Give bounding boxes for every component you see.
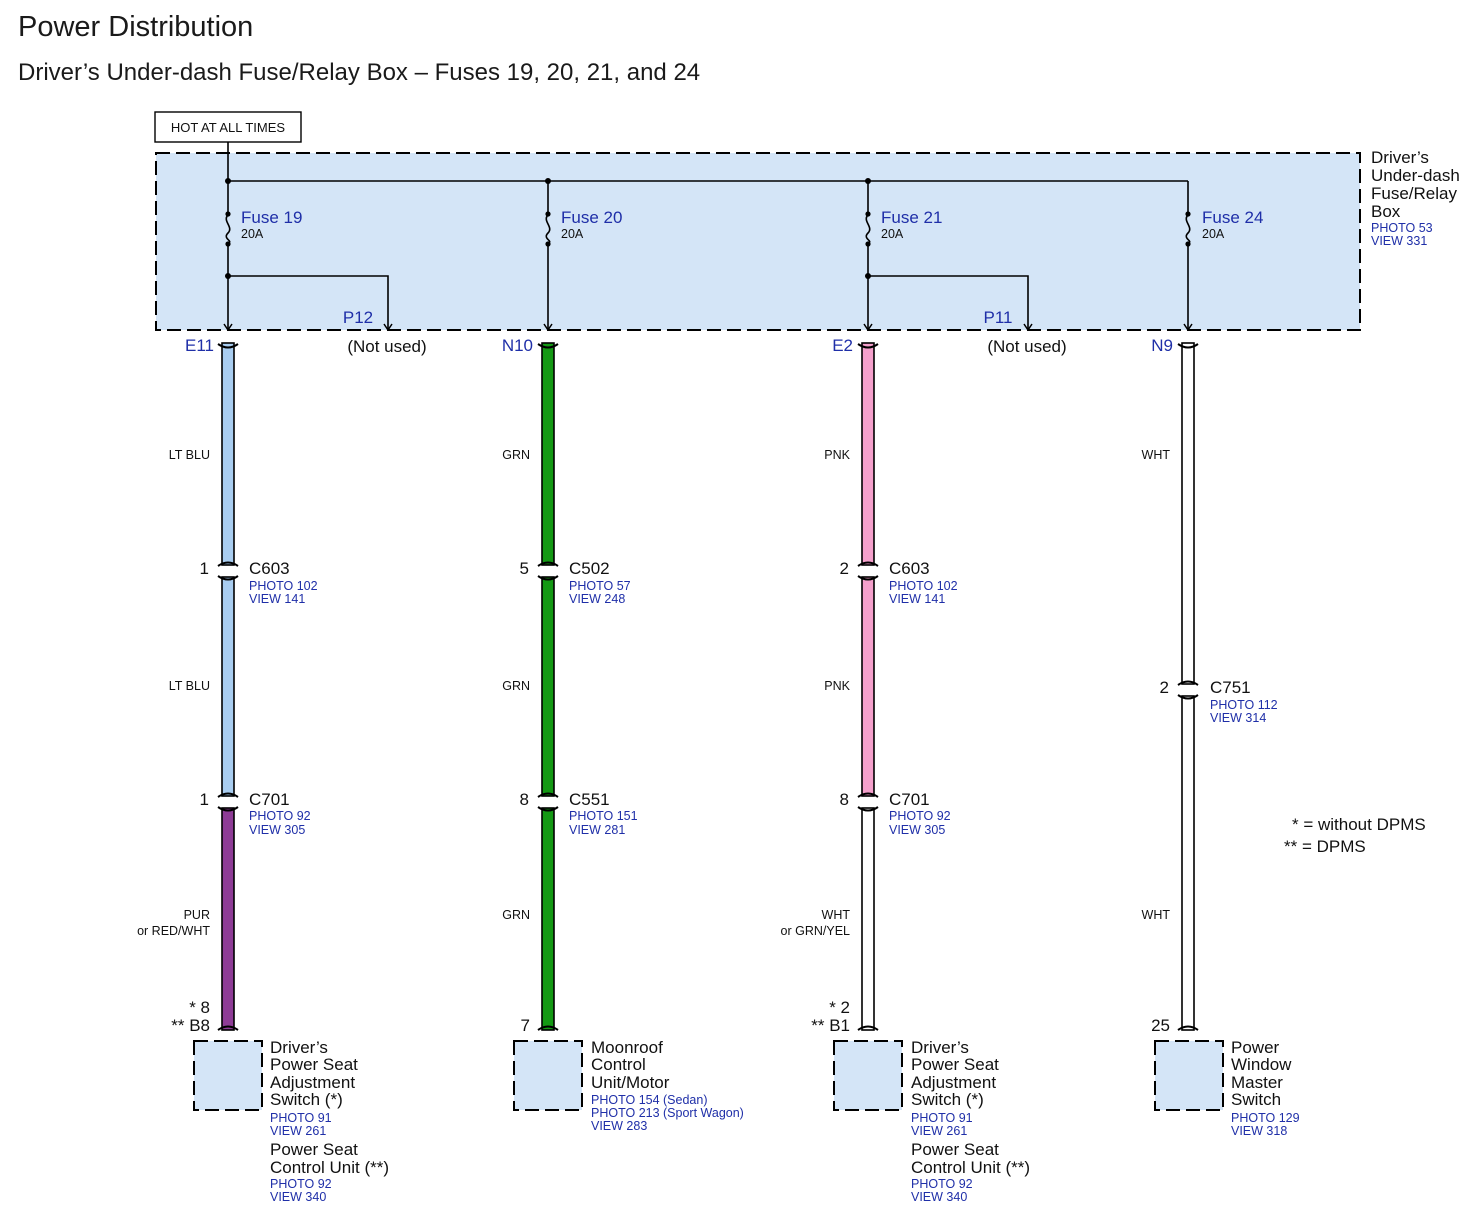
component-pin: * 2 — [829, 998, 850, 1017]
component-box — [194, 1041, 262, 1110]
component-pin: 7 — [520, 1016, 530, 1035]
component-name-line: Driver’s — [270, 1038, 328, 1057]
wire-color-label: WHT — [821, 908, 850, 922]
connector-photo: PHOTO 102 — [249, 579, 318, 593]
connector-name: C701 — [249, 790, 290, 809]
component-pin: ** B8 — [171, 1016, 210, 1035]
component-name-line: Power Seat — [911, 1055, 999, 1074]
component-name-line: Unit/Motor — [591, 1073, 670, 1092]
component-name-line: Adjustment — [911, 1073, 997, 1092]
component-photo: PHOTO 154 (Sedan) — [591, 1093, 708, 1107]
terminal-e11: E11 — [185, 336, 214, 355]
connector-pin: 8 — [839, 790, 849, 809]
wire-color-label: GRN — [502, 679, 530, 693]
fuse-box-photo-ref: PHOTO 53 — [1371, 221, 1433, 235]
component-box — [1155, 1041, 1223, 1110]
component-box — [834, 1041, 902, 1110]
fuse-rating: 20A — [1202, 227, 1225, 241]
fuse-rating: 20A — [241, 227, 264, 241]
fuse-rating: 20A — [881, 227, 904, 241]
connector-view: VIEW 141 — [249, 592, 306, 606]
component-alt-name-line: Control Unit (**) — [270, 1158, 390, 1177]
connector-name: C603 — [889, 559, 930, 578]
wire-color-label: PUR — [183, 908, 210, 922]
not-used-label: (Not used) — [987, 337, 1067, 356]
component-alt-name-line: Power Seat — [270, 1140, 358, 1159]
component-photo: PHOTO 91 — [911, 1111, 973, 1125]
wire-segment — [222, 577, 234, 796]
legend-without-dpms: * = without DPMS — [1292, 815, 1426, 834]
terminal-n9: N9 — [1151, 336, 1173, 355]
fuse-name: Fuse 20 — [561, 208, 623, 227]
connector-view: VIEW 314 — [1210, 711, 1267, 725]
connector-c751 — [1160, 678, 1278, 725]
component-name-line: Moonroof — [591, 1038, 663, 1057]
component-alt-view: VIEW 340 — [911, 1190, 968, 1204]
wire-segments — [222, 343, 1194, 1030]
component-alt-name-line: Power Seat — [911, 1140, 999, 1159]
wire-segment — [542, 577, 554, 796]
component-name-line: Switch (*) — [911, 1090, 984, 1109]
fuse-name: Fuse 21 — [881, 208, 943, 227]
component-view: VIEW 261 — [270, 1124, 327, 1138]
wire-segment — [222, 343, 234, 565]
not-used-label: (Not used) — [347, 337, 427, 356]
component-alt-photo: PHOTO 92 — [911, 1177, 973, 1191]
wire-color-label: or GRN/YEL — [780, 924, 850, 938]
component-name-line: Power — [1231, 1038, 1280, 1057]
wire-segment — [862, 808, 874, 1030]
component-name-line: Driver’s — [911, 1038, 969, 1057]
wire-color-label: WHT — [1141, 448, 1170, 462]
component-name-line: Window — [1231, 1055, 1292, 1074]
component-view: VIEW 261 — [911, 1124, 968, 1138]
terminal-e2: E2 — [832, 336, 853, 355]
connector-name: C751 — [1210, 678, 1251, 697]
connector-view: VIEW 281 — [569, 823, 626, 837]
wire-segment — [222, 808, 234, 1030]
fuse-rating: 20A — [561, 227, 584, 241]
component-moonroof-control-unit — [514, 1016, 744, 1133]
fuse-box-view-ref: VIEW 331 — [1371, 234, 1428, 248]
connector-c502 — [520, 559, 631, 606]
connector-photo: PHOTO 92 — [889, 809, 951, 823]
legend-dpms: ** = DPMS — [1284, 837, 1366, 856]
fuse-box-name-line: Box — [1371, 202, 1401, 221]
component-photo: PHOTO 91 — [270, 1111, 332, 1125]
component-name-line: Adjustment — [270, 1073, 356, 1092]
component-alt-photo: PHOTO 92 — [270, 1177, 332, 1191]
fuse-box-name-line: Driver’s — [1371, 148, 1429, 167]
component-alt-name-line: Control Unit (**) — [911, 1158, 1031, 1177]
wire-color-label: GRN — [502, 448, 530, 462]
wire-color-label: PNK — [824, 679, 850, 693]
connector-view: VIEW 305 — [889, 823, 946, 837]
component-name-line: Power Seat — [270, 1055, 358, 1074]
component-pin: 25 — [1151, 1016, 1170, 1035]
fuse-box-name-line: Under-dash — [1371, 166, 1460, 185]
connector-photo: PHOTO 92 — [249, 809, 311, 823]
terminal-p12: P12 — [342, 308, 374, 327]
connector-pin: 8 — [519, 790, 529, 809]
wire-segment — [542, 343, 554, 565]
connector-pin: 1 — [199, 559, 209, 578]
component-photo: PHOTO 129 — [1231, 1111, 1300, 1125]
wire-segment — [862, 343, 874, 565]
wire-color-label: or RED/WHT — [137, 924, 210, 938]
connector-name: C701 — [889, 790, 930, 809]
component-name-line: Switch — [1231, 1090, 1282, 1109]
component-pin: ** B1 — [811, 1016, 850, 1035]
wire-segment — [542, 808, 554, 1030]
connector-photo: PHOTO 151 — [569, 809, 638, 823]
fuse-relay-box — [156, 153, 1360, 330]
component-pin: * 8 — [189, 998, 210, 1017]
connector-pin: 2 — [839, 559, 849, 578]
wire-segment — [1182, 343, 1194, 684]
connector-c701-col1 — [200, 790, 311, 837]
component-power-seat-switch-col3 — [811, 998, 1030, 1204]
wire-segment — [1182, 696, 1194, 1030]
wire-segment — [862, 577, 874, 796]
terminal-p11: P11 — [983, 308, 1013, 327]
component-view: VIEW 283 — [591, 1119, 648, 1133]
fuse-box-label — [1371, 148, 1460, 248]
connector-view: VIEW 141 — [889, 592, 946, 606]
wire-color-label: LT BLU — [168, 679, 210, 693]
component-power-seat-switch-col1 — [171, 998, 389, 1204]
wire-color-label: WHT — [1141, 908, 1170, 922]
connector-c603-col3 — [840, 559, 958, 606]
terminal-n10: N10 — [501, 336, 533, 355]
page-title: Power Distribution — [18, 11, 254, 43]
connector-photo: PHOTO 57 — [569, 579, 631, 593]
connector-photo: PHOTO 112 — [1210, 698, 1278, 712]
connector-c603-col1 — [200, 559, 318, 606]
component-photo: PHOTO 213 (Sport Wagon) — [591, 1106, 744, 1120]
connector-name: C502 — [569, 559, 610, 578]
connector-pin: 1 — [199, 790, 209, 809]
connector-name: C603 — [249, 559, 290, 578]
component-name-line: Master — [1231, 1073, 1283, 1092]
fuse-name: Fuse 24 — [1202, 208, 1264, 227]
fuse-name: Fuse 19 — [241, 208, 303, 227]
connector-c551 — [520, 790, 638, 837]
connector-c701-col3 — [840, 790, 951, 837]
connector-view: VIEW 305 — [249, 823, 306, 837]
connector-name: C551 — [569, 790, 610, 809]
connector-symbols — [218, 344, 1198, 1030]
wire-color-label: LT BLU — [168, 448, 210, 462]
component-alt-view: VIEW 340 — [270, 1190, 327, 1204]
connector-photo: PHOTO 102 — [889, 579, 958, 593]
component-box — [514, 1041, 582, 1110]
component-name-line: Switch (*) — [270, 1090, 343, 1109]
fuse-box-name-line: Fuse/Relay — [1371, 184, 1457, 203]
hot-at-all-times-label: HOT AT ALL TIMES — [170, 120, 286, 135]
page-subtitle: Driver’s Under-dash Fuse/Relay Box – Fuses 19, 20, 21, and 24 — [18, 59, 701, 86]
wire-color-label: GRN — [502, 908, 530, 922]
connector-pin: 5 — [519, 559, 529, 578]
connector-view: VIEW 248 — [569, 592, 626, 606]
component-name-line: Control — [591, 1055, 646, 1074]
wire-color-label: PNK — [824, 448, 850, 462]
component-view: VIEW 318 — [1231, 1124, 1288, 1138]
connector-pin: 2 — [1159, 678, 1169, 697]
component-power-window-master-switch — [1151, 1016, 1300, 1138]
